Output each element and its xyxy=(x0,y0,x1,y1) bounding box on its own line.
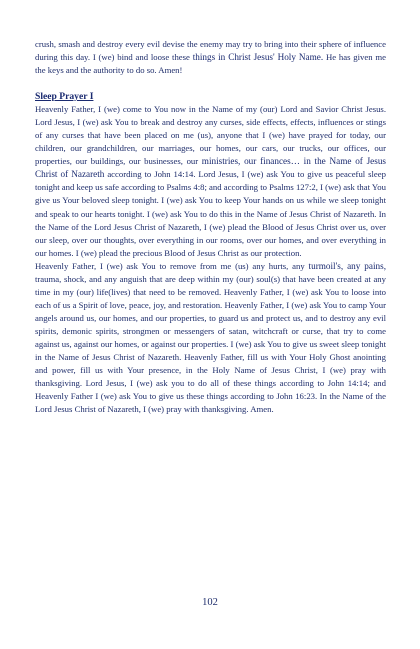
paragraph-gap xyxy=(35,77,386,90)
paragraph-1-emphasis: ministries, our finances… in the Name of Jesus Christ of Nazareth xyxy=(35,156,387,180)
paragraph-1-text-1: Heavenly Father, I (we) come to You now in the Name of my (our) Lord and Savior Christ Jesus. Lord Jesus, I (we) ask You to break and destroy any curses, side effects, effects, influences or stings of any curses that have been placed on me (us), anyone that I (we) have prayed for today, our children, our grandchildren, our marriages, our homes, our cars, our trucks, our offices, our properties, our buildings, our businesses, our xyxy=(35,104,386,167)
page-body xyxy=(35,38,386,416)
paragraph-1-text-2: according to John 14:14. Lord Jesus, I (we) ask You to give us peaceful sleep tonight and keep us safe according to Psalms 4:8; and according to Psalms 127:2, I (we) ask that You give us Your beloved sleep tonight. I (we) ask You to keep Your hands on us while we sleep tonight and speak to our hearts tonight. I (we) ask You to do this in the Name of Jesus Christ of Nazareth. In the Name of the Lord Jesus Christ of Nazareth, I (we) plead the Blood of Jesus Christ over us, over our sleep, over our thoughts, over everything in our rooms, over our homes, and over everything in our homes. I (we) plead the precious Blood of Jesus Christ as our protection. xyxy=(35,169,386,258)
prayer-paragraph-2 xyxy=(35,260,386,417)
page-number: 102 xyxy=(202,597,218,608)
intro-paragraph xyxy=(35,38,386,77)
paragraph-2-emphasis: turmoil's, any pains, xyxy=(308,260,386,271)
paragraph-2-text-1: Heavenly Father, I (we) ask You to remove from me (us) any hurts, any xyxy=(35,260,309,271)
prayer-paragraph-1 xyxy=(35,103,386,260)
prayer-heading: Sleep Prayer I xyxy=(35,91,94,103)
intro-emphasis: things in Christ Jesus' Holy Name. xyxy=(192,52,324,63)
intro-text-1: crush, smash and destroy every evil devise the enemy may try to bring into their sphere of influence during this day. I (we) bind and loose these xyxy=(35,39,386,63)
intro-text-2: He has given me the keys and the authority to do so. Amen! xyxy=(35,52,387,76)
paragraph-2-text-2: trauma, shock, and any anguish that are deep within my (our) soul(s) that have been created at any time in my (our) life(lives) that need to be removed. Heavenly Father, I (we) ask You to loose into each of us a Spirit of love, peace, joy, and restoration. Heavenly Father, I (we) ask You to camp Your angels around us, our homes, and our properties, to guard us and protect us, and to destroy any evil spirits, demonic spirits, strongmen or messengers of satan, witchcraft or curse, that try to come against us, against our homes, or against our properties. I (we) ask You to give us sweet sleep tonight in the Name of Jesus Christ of Nazareth. Heavenly Father, fill us with Your Holy Ghost anointing and power, fill us with Your presence, in the Holy Name of Jesus Christ, I (we) pray with thanksgiving. Lord Jesus, I (we) ask you to do all of these things according to John 14:14; and Heavenly Father I (we) ask You to give us these things according to John 16:23. In the Name of the Lord Jesus Christ of Nazareth, I (we) pray with thanksgiving. Amen. xyxy=(35,273,386,415)
